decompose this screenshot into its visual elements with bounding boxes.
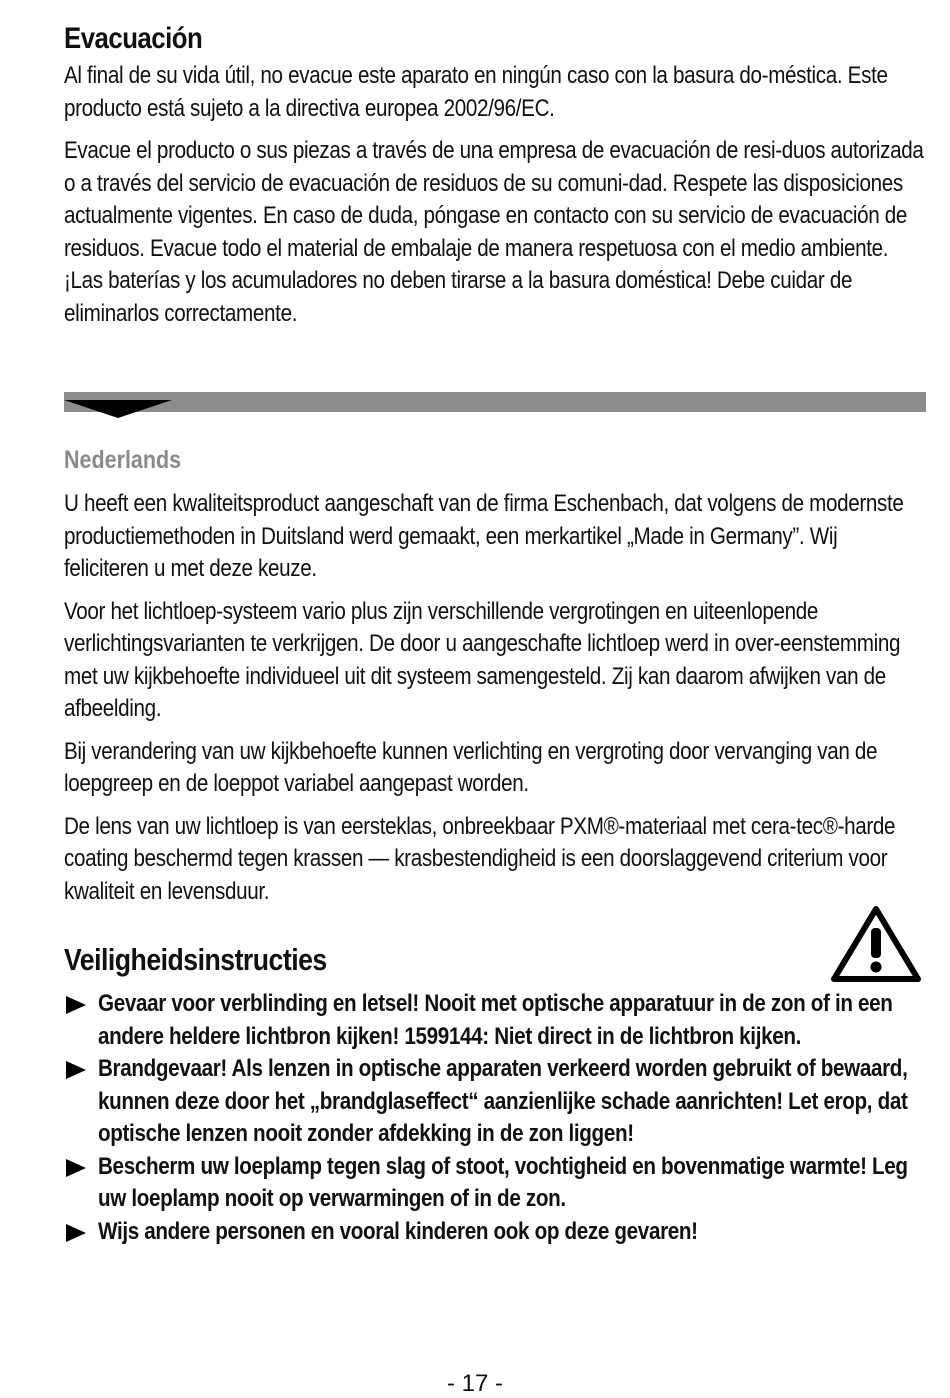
safety-item-text: Wijs andere personen en vooral kinderen ook op deze gevaren! (98, 1217, 698, 1245)
safety-item (64, 1053, 926, 1151)
paragraph-intro-3: Bij verandering van uw kijkbehoefte kunnen verlichting en vergroting door vervanging van de loepgreep en de loeppot variabel aangepast worden. (64, 737, 878, 797)
section-intro-nl (64, 488, 926, 908)
safety-heading (64, 942, 370, 978)
safety-item (64, 1216, 926, 1249)
paragraph-intro-4: De lens van uw lichtloep is van eersteklas, onbreekbaar PXM®-materiaal met cera-tec®-harde coating beschermd tegen krassen — krasbestendigheid is een doorslaggevend criterium voor kwaliteit en levensduur. (64, 812, 896, 905)
divider-bar (64, 392, 926, 412)
safety-list (64, 988, 926, 1248)
paragraph-disposal-1: Al final de su vida útil, no evacue este aparato en ningún caso con la basura do-méstica. Este producto está sujeto a la directiva europea 2002/96/EC. (64, 62, 888, 122)
warning-triangle-icon (830, 904, 922, 984)
safety-item-text: Bescherm uw loeplamp tegen slag of stoot, vochtigheid en bovenmatige warmte! Leg uw loeplamp nooit op verwarmingen of in de zon. (98, 1152, 908, 1212)
triangle-down-icon (64, 400, 172, 418)
language-divider (64, 392, 926, 414)
section-title-safety: Veiligheidsinstructies (64, 942, 327, 977)
section-disposal-es (64, 22, 926, 330)
section-title-disposal: Evacuación (64, 22, 203, 55)
safety-item (64, 988, 926, 1053)
paragraph-intro-1: U heeft een kwaliteitsproduct aangeschaft van de firma Eschenbach, dat volgens de modernste productiemethoden in Duitsland werd gemaakt, een merkartikel „Made in Germany”. Wij feliciteren u met deze keuze. (64, 490, 904, 582)
safety-item-text: Gevaar voor verblinding en letsel! Nooit met optische apparatuur in de zon of in een andere heldere lichtbron kijken! 1599144: Niet direct in de lichtbron kijken. (98, 990, 893, 1050)
language-label: Nederlands (64, 446, 182, 474)
paragraph-disposal-2: Evacue el producto o sus piezas a través de una empresa de evacuación de resi-duos autorizada o a través del servicio de evacuación de residuos de su comuni-dad. Respete las disposiciones actualmente vigentes. En caso de duda, póngase en contacto con su servicio de evacuación de residuos. Evacue todo el material de embalaje de manera respetuosa con el medio ambiente. ¡Las baterías y los acumuladores no deben tirarse a la basura doméstica! Debe cuidar de eliminarlos correctamente. (64, 137, 924, 327)
play-arrow-icon (66, 1061, 86, 1079)
play-arrow-icon (66, 996, 86, 1014)
paragraph-intro-2: Voor het lichtloep-systeem vario plus zijn verschillende vergrotingen en uiteenlopende verlichtingsvarianten te verkrijgen. De door u aangeschafte lichtloep werd in over-eenstemming met uw kijkbehoefte individueel uit dit systeem samengesteld. Zij kan daarom afwijken van de afbeelding. (64, 597, 901, 722)
page-number: - 17 - (446, 1370, 503, 1397)
safety-item (64, 1151, 926, 1216)
play-arrow-icon (66, 1159, 86, 1177)
play-arrow-icon (66, 1224, 86, 1242)
safety-item-text: Brandgevaar! Als lenzen in optische apparaten verkeerd worden gebruikt of bewaard, kunnen deze door het „brandglaseffect“ aanzienlijke schade aanrichten! Let erop, dat optische lenzen nooit zonder afdekking in de zon liggen! (98, 1055, 908, 1147)
